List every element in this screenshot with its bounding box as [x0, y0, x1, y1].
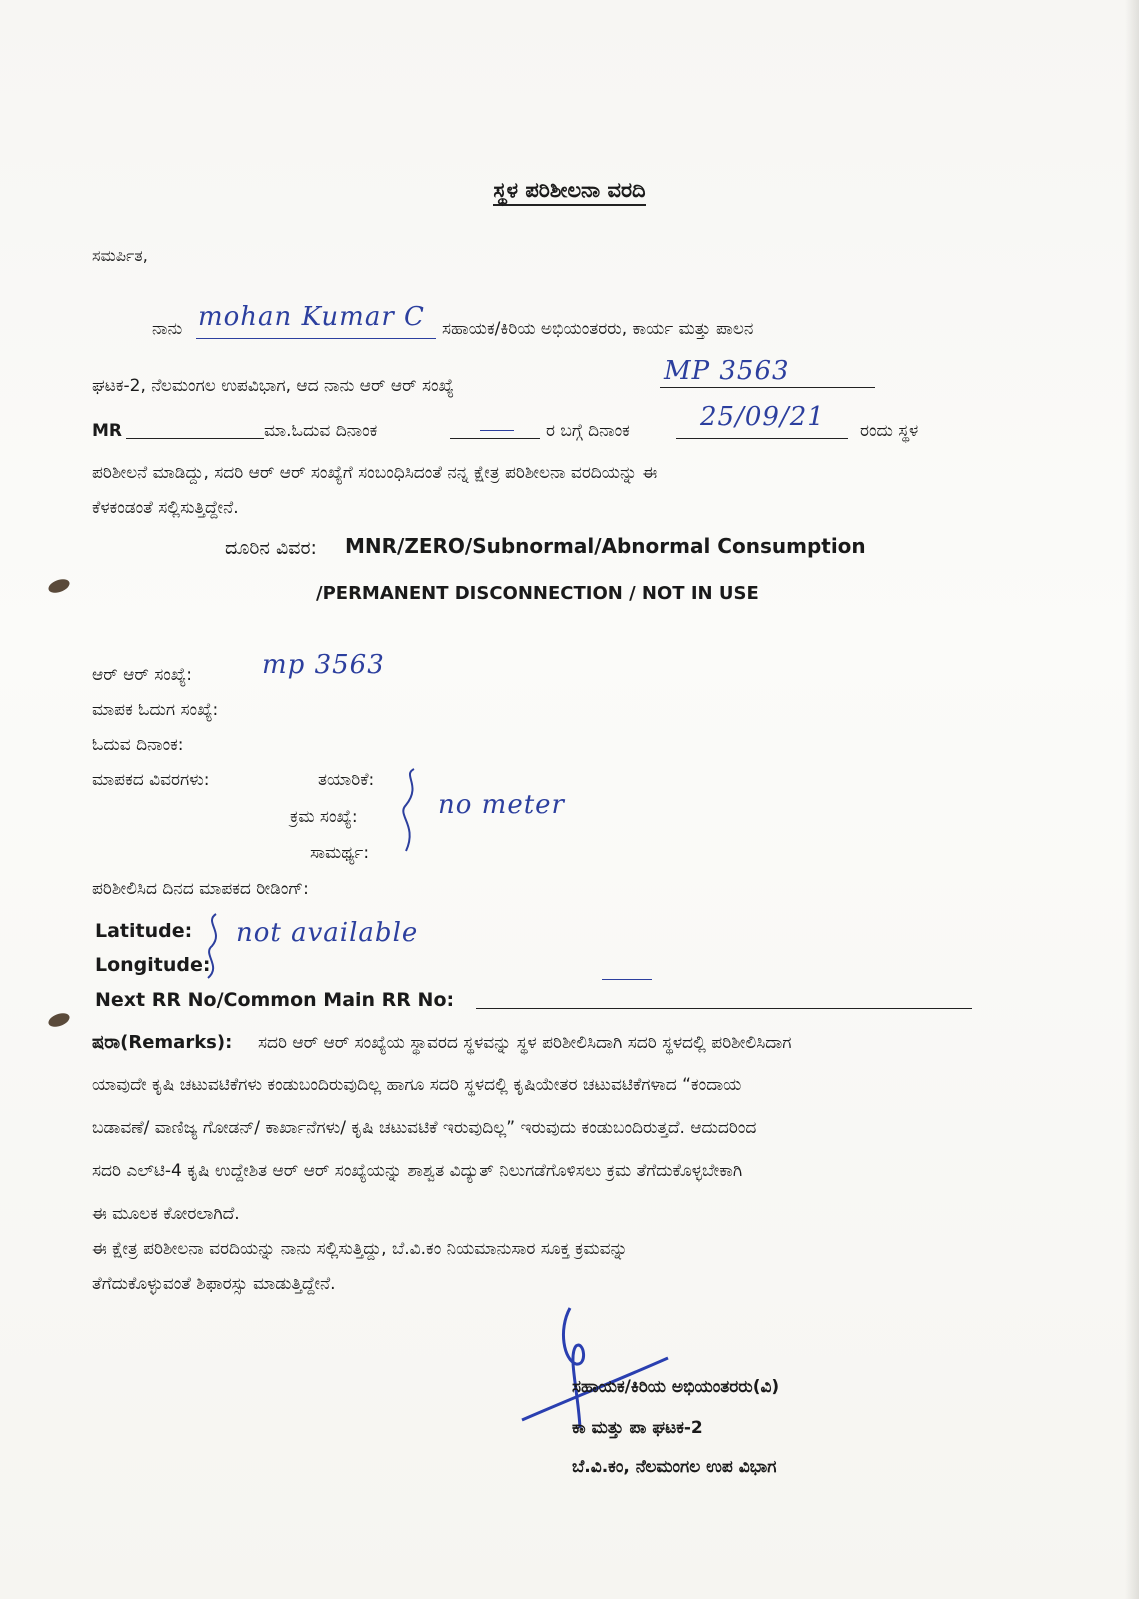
- salutation: ಸಮರ್ಪಿತ,: [92, 246, 148, 265]
- remarks-line5: ಈ ಮೂಲಕ ಕೋರಲಾಗಿದೆ.: [92, 1204, 240, 1224]
- rr-underline: [660, 387, 875, 388]
- para1-line5: ಕೆಳಕಂಡಂತೆ ಸಲ್ಲಿಸುತ್ತಿದ್ದೇನೆ.: [92, 498, 239, 518]
- reading-date-label: ಓದುವ ದಿನಾಂಕ:: [92, 735, 184, 755]
- handwritten-brace-2-icon: [196, 912, 236, 982]
- mr-label: MR: [92, 421, 123, 441]
- next-rr-underline: [476, 1008, 972, 1009]
- para1-line1-suffix: ಸಹಾಯಕ/ಕಿರಿಯ ಅಭಿಯಂತರರು, ಕಾರ್ಯ ಮತ್ತು ಪಾಲನ: [442, 319, 754, 339]
- remarks-line7: ತೆಗೆದುಕೊಳ್ಳುವಂತೆ ಶಿಫಾರಸ್ಸು ಮಾಡುತ್ತಿದ್ದೇನೆ.: [92, 1274, 336, 1294]
- page-edge-shadow: [1125, 0, 1139, 1599]
- remarks-line1: ಸದರಿ ಆರ್ ಆರ್ ಸಂಖ್ಯೆಯ ಸ್ಥಾವರದ ಸ್ಥಳವನ್ನು ಸ್ಥಳ ಪರಿಶೀಲಿಸಿದಾಗಿ ಸದರಿ ಸ್ಥಳದಲ್ಲಿ ಪರಿಶೀಲಿಸಿದಾಗ: [258, 1033, 792, 1053]
- handwritten-name: mohan Kumar C: [198, 302, 425, 332]
- reading-date-underline: [450, 438, 540, 439]
- para1-about-date: ರ ಬಗ್ಗೆ ದಿನಾಂಕ: [546, 421, 630, 441]
- document-title: ಸ್ಥಳ ಪರಿಶೀಲನಾ ವರದಿ: [0, 178, 1139, 203]
- handwritten-dash: [480, 430, 514, 431]
- remarks-label: ಷರಾ(Remarks):: [92, 1032, 233, 1053]
- complaint-line1: MNR/ZERO/Subnormal/Abnormal Consumption: [345, 534, 866, 558]
- signature-unit: ಕಾ ಮತ್ತು ಪಾ ಘಟಕ-2: [572, 1418, 703, 1438]
- longitude-label: Longitude:: [95, 954, 211, 976]
- handwritten-brace-icon: [392, 765, 432, 855]
- complaint-line2: /PERMANENT DISCONNECTION / NOT IN USE: [316, 583, 759, 604]
- para1-line2: ಘಟಕ-2, ನೆಲಮಂಗಲ ಉಪವಿಭಾಗ, ಆದ ನಾನು ಆರ್ ಆರ್ ಸಂಖ್ಯೆ: [92, 376, 454, 396]
- make-label: ತಯಾರಿಕೆ:: [318, 770, 375, 790]
- para1-prefix: ನಾನು: [152, 319, 183, 339]
- name-underline: [196, 338, 436, 339]
- mr-underline: [126, 438, 264, 439]
- remarks-line4: ಸದರಿ ಎಲ್‌ಟಿ-4 ಕೃಷಿ ಉದ್ದೇಶಿತ ಆರ್ ಆರ್ ಸಂಖ್ಯೆಯನ್ನು ಶಾಶ್ವತ ವಿದ್ಯುತ್ ನಿಲುಗಡೆಗೊಳಿಸಲು ಕ್ರಮ ತೆಗೆದುಕೊಳ್ಳಬೇಕಾಗಿ: [92, 1161, 743, 1181]
- handwritten-date: 25/09/21: [700, 402, 825, 432]
- remarks-line3: ಬಡಾವಣೆ/ ವಾಣಿಜ್ಯ ಗೋಡನ್/ ಕಾರ್ಖಾನೆಗಳು/ ಕೃಷಿ ಚಟುವಟಿಕೆ ಇರುವುದಿಲ್ಲ” ಇರುವುದು ಕಂಡುಬಂದಿರುತ್ತದೆ. ಆದುದರಿಂದ: [92, 1118, 757, 1138]
- punch-mark: [47, 577, 72, 596]
- inspection-reading-label: ಪರಿಶೀಲಿಸಿದ ದಿನದ ಮಾಪಕದ ರೀಡಿಂಗ್:: [92, 879, 309, 899]
- remarks-line6: ಈ ಕ್ಷೇತ್ರ ಪರಿಶೀಲನಾ ವರದಿಯನ್ನು ನಾನು ಸಲ್ಲಿಸುತ್ತಿದ್ದು, ಬೆ.ವಿ.ಕಂ ನಿಯಮಾನುಸಾರ ಸೂಕ್ತ ಕ್ರಮವನ್ನು: [92, 1239, 628, 1259]
- complaint-label: ದೂರಿನ ವಿವರ:: [225, 537, 317, 559]
- punch-mark: [47, 1011, 72, 1030]
- rr-no-label: ಆರ್ ಆರ್ ಸಂಖ್ಯೆ:: [92, 665, 192, 685]
- handwritten-dash-2: [602, 979, 652, 980]
- handwritten-rr-field: mp 3563: [262, 650, 385, 680]
- remarks-line2: ಯಾವುದೇ ಕೃಷಿ ಚಟುವಟಿಕೆಗಳು ಕಂಡುಬಂದಿರುವುದಿಲ್ಲ ಹಾಗೂ ಸದರಿ ಸ್ಥಳದಲ್ಲಿ ಕೃಷಿಯೇತರ ಚಟುವಟಿಕೆಗಳಾದ “ಕಂದಾಯ: [92, 1075, 742, 1095]
- meter-reader-label: ಮಾಪಕ ಓದುಗ ಸಂಖ್ಯೆ:: [92, 700, 219, 720]
- handwritten-rr-top: MP 3563: [664, 356, 790, 386]
- para1-reading-date: ಮಾ.ಓದುವ ದಿನಾಂಕ: [264, 421, 378, 441]
- para1-on-site: ರಂದು ಸ್ಥಳ: [860, 421, 919, 441]
- date-underline: [676, 438, 848, 439]
- latitude-label: Latitude:: [95, 920, 193, 942]
- next-rr-label: Next RR No/Common Main RR No:: [95, 989, 455, 1011]
- capacity-label: ಸಾಮರ್ಥ್ಯ:: [310, 843, 370, 863]
- signature-icon: [518, 1300, 678, 1430]
- handwritten-no-meter: no meter: [438, 790, 565, 820]
- serial-no-label: ಕ್ರಮ ಸಂಖ್ಯೆ:: [290, 807, 358, 827]
- meter-details-label: ಮಾಪಕದ ವಿವರಗಳು:: [92, 770, 210, 790]
- para1-line4: ಪರಿಶೀಲನೆ ಮಾಡಿದ್ದು, ಸದರಿ ಆರ್ ಆರ್ ಸಂಖ್ಯೆಗೆ ಸಂಬಂಧಿಸಿದಂತೆ ನನ್ನ ಕ್ಷೇತ್ರ ಪರಿಶೀಲನಾ ವರದಿಯನ್ನು ಈ: [92, 463, 658, 483]
- signature-designation: ಸಹಾಯಕ/ಕಿರಿಯ ಅಭಿಯಂತರರು(ವಿ): [572, 1377, 780, 1397]
- signature-subdivision: ಬೆ.ವಿ.ಕಂ, ನೆಲಮಂಗಲ ಉಪ ವಿಭಾಗ: [572, 1457, 777, 1477]
- handwritten-not-available: not available: [236, 918, 419, 948]
